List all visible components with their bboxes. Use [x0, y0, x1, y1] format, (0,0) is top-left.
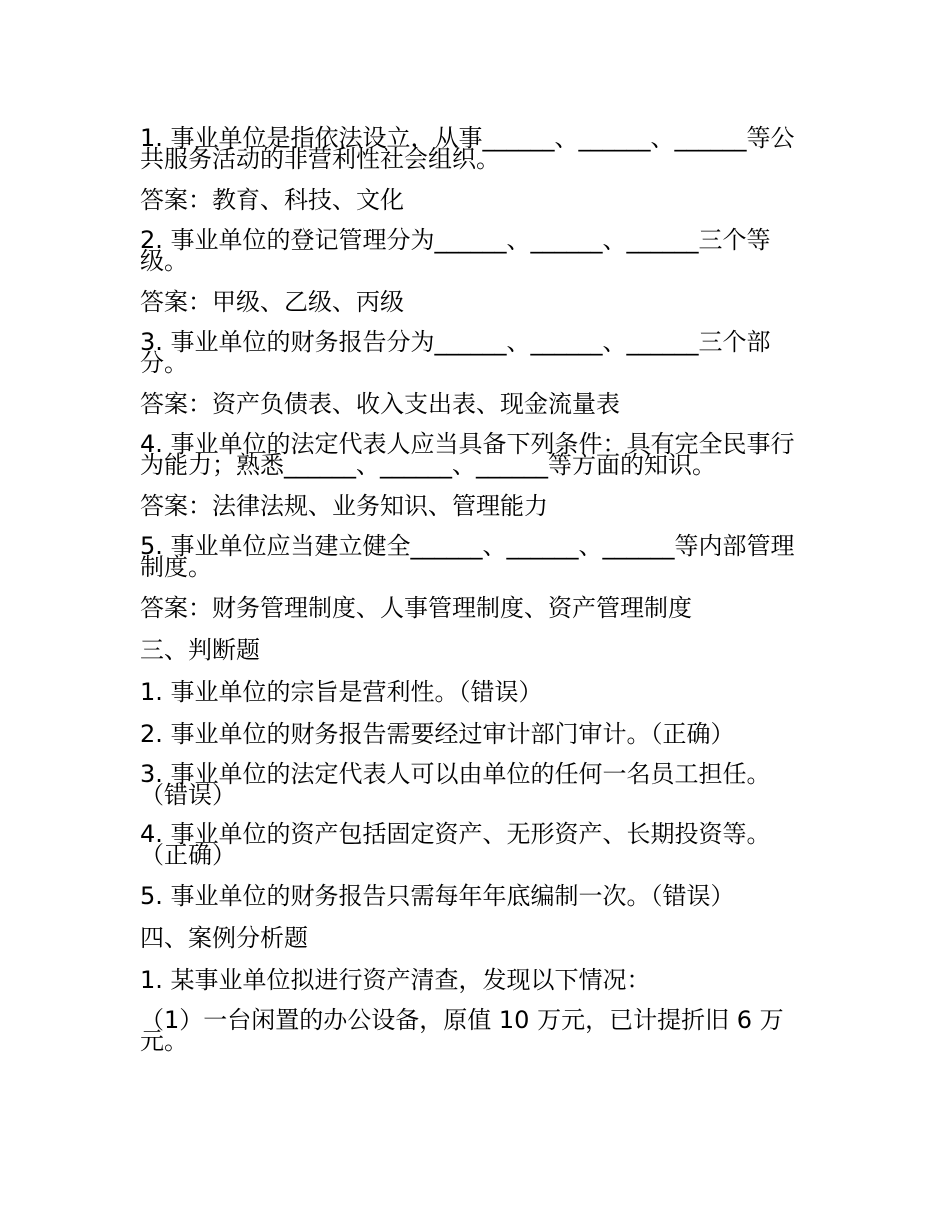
section-heading-case-analysis: 四、案例分析题 [140, 924, 308, 952]
fill-question-3: 3. 事业单位的财务报告分为______、______、______三个部分。 [140, 328, 771, 377]
fill-answer-2: 答案：甲级、乙级、丙级 [140, 288, 404, 316]
fill-answer-4: 答案：法律法规、业务知识、管理能力 [140, 492, 548, 520]
fill-question-4: 4. 事业单位的法定代表人应当具备下列条件：具有完全民事行为能力；熟悉______、______、______等方面的知识。 [140, 430, 795, 479]
case-question-1: 1. 某事业单位拟进行资产清查，发现以下情况： [140, 966, 651, 994]
fill-question-5: 5. 事业单位应当建立健全______、______、______等内部管理制度。 [140, 532, 795, 581]
fill-question-2: 2. 事业单位的登记管理分为______、______、______三个等级。 [140, 226, 771, 275]
judgement-item-3: 3. 事业单位的法定代表人可以由单位的任何一名员工担任。（错误） [140, 760, 771, 809]
case-question-1-item-1: （1）一台闲置的办公设备，原值 10 万元，已计提折旧 6 万元。 [140, 1006, 784, 1055]
judgement-item-4: 4. 事业单位的资产包括固定资产、无形资产、长期投资等。（正确） [140, 820, 771, 869]
judgement-item-1: 1. 事业单位的宗旨是营利性。（错误） [140, 678, 543, 706]
judgement-item-5: 5. 事业单位的财务报告只需每年年底编制一次。（错误） [140, 882, 735, 910]
fill-question-1: 1. 事业单位是指依法设立，从事______、______、______等公共服务活动的非营利性社会组织。 [140, 124, 795, 173]
document-page [140, 124, 796, 1070]
section-heading-judgement: 三、判断题 [140, 636, 260, 664]
judgement-item-2: 2. 事业单位的财务报告需要经过审计部门审计。（正确） [140, 720, 735, 748]
fill-answer-5: 答案：财务管理制度、人事管理制度、资产管理制度 [140, 594, 692, 622]
fill-answer-1: 答案：教育、科技、文化 [140, 186, 404, 214]
fill-answer-3: 答案：资产负债表、收入支出表、现金流量表 [140, 390, 620, 418]
